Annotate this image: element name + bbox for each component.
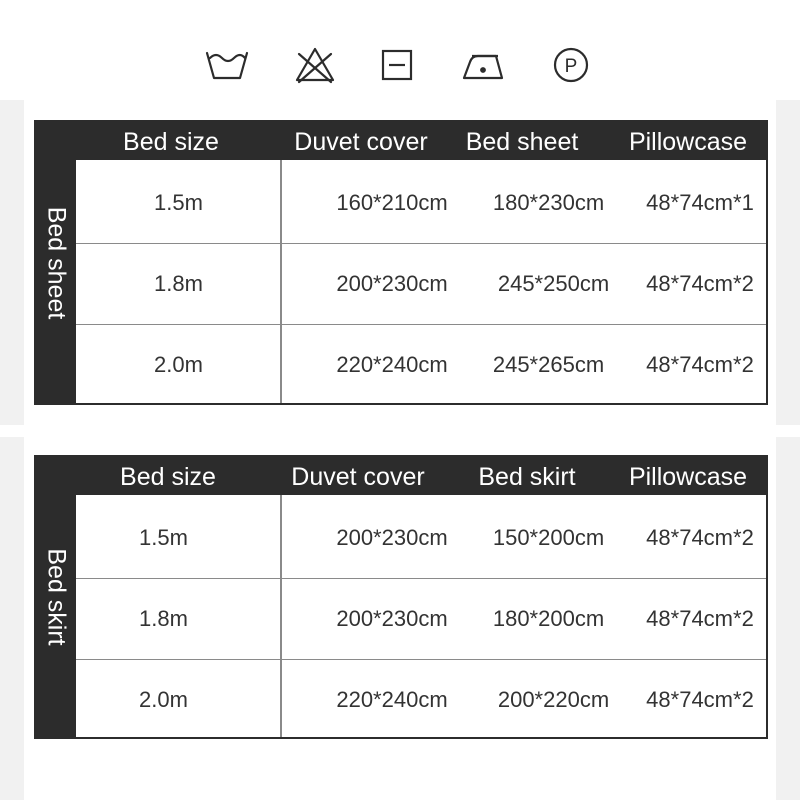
header-bed-size: Bed size [120,463,216,491]
cell-duvet-cover: 200*230cm [336,606,448,631]
cell-duvet-cover: 200*230cm [336,271,448,296]
table-side-label: Bed skirt [36,457,76,737]
table-side-label: Bed sheet [36,122,76,403]
dry-clean-p-icon [546,40,596,90]
cell-duvet-cover: 200*230cm [336,525,448,550]
cell-pillowcase: 48*74cm*2 [646,525,754,550]
cell-pillowcase: 48*74cm*2 [646,606,754,631]
cell-bed-sheet: 245*250cm [497,271,610,296]
table-row [76,659,766,740]
cell-pillowcase: 48*74cm*2 [646,687,754,712]
cell-pillowcase: 48*74cm*1 [646,190,754,215]
table-row [76,324,766,405]
flat-dry-icon [372,40,422,90]
cell-bed-size: 1.5m [154,190,203,215]
cell-bed-size: 1.8m [139,606,188,631]
wash-basin-icon [202,40,252,90]
header-duvet-cover: Duvet cover [294,128,428,156]
header-pillowcase: Pillowcase [628,128,748,156]
table-row [76,243,766,324]
cell-bed-skirt: 200*220cm [497,687,610,712]
table-row [76,163,766,243]
cell-bed-size: 1.8m [154,271,203,296]
table-row [76,498,766,578]
cell-bed-size: 2.0m [139,687,188,712]
cell-bed-size: 1.5m [139,525,188,550]
header-bed-size: Bed size [123,128,219,156]
cell-pillowcase: 48*74cm*2 [646,271,754,296]
care-symbols [0,40,800,92]
cell-bed-size: 2.0m [154,352,203,377]
table-header-row [76,457,766,495]
bed-skirt-size-table [34,455,768,739]
header-bed-sheet: Bed sheet [465,128,579,156]
header-bed-skirt: Bed skirt [478,463,576,491]
header-pillowcase: Pillowcase [628,463,748,491]
cell-duvet-cover: 220*240cm [336,687,448,712]
bed-sheet-size-table [34,120,768,405]
iron-icon [458,40,508,90]
cell-bed-skirt: 180*200cm [492,606,605,631]
table-row [76,578,766,659]
cell-bed-sheet: 245*265cm [492,352,605,377]
cell-pillowcase: 48*74cm*2 [646,352,754,377]
svg-text:P: P [564,56,578,77]
no-bleach-icon [290,40,340,90]
cell-duvet-cover: 220*240cm [336,352,448,377]
cell-duvet-cover: 160*210cm [336,190,448,215]
cell-bed-sheet: 180*230cm [492,190,605,215]
header-duvet-cover: Duvet cover [291,463,425,491]
table-header-row [76,122,766,160]
cell-bed-skirt: 150*200cm [492,525,605,550]
